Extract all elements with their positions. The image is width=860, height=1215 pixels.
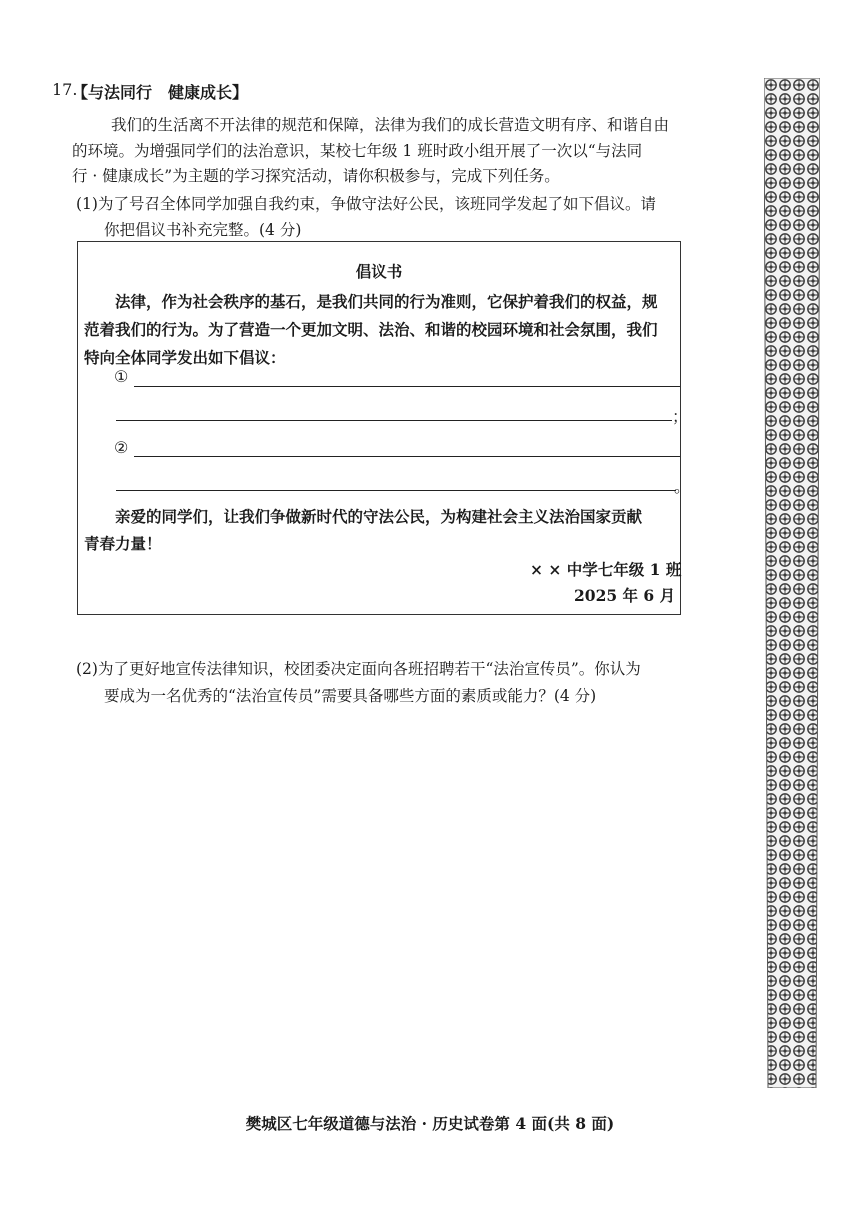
sub-question-2-line-1: (2)为了更好地宣传法律知识，校团委决定面向各班招聘若干“法治宣传员”。你认为 (76, 660, 641, 678)
question-number: 17. (52, 80, 78, 99)
intro-line-3: 行 · 健康成长”为主题的学习探究活动，请你积极参与，完成下列任务。 (72, 167, 560, 185)
proposal-item-2-marker: ② (114, 438, 129, 457)
proposal-item-1-marker: ① (114, 367, 129, 386)
proposal-closing-2: 青春力量！ (84, 534, 162, 553)
intro-line-2: 的环境。为增强同学们的法治意识，某校七年级 1 班时政小组开展了一次以“与法同 (72, 142, 643, 160)
question-title: 【与法同行 健康成长】 (72, 83, 249, 102)
answer-blank-1a[interactable] (134, 386, 680, 387)
answer-blank-2a[interactable] (134, 456, 680, 457)
proposal-title: 倡议书 (355, 262, 403, 281)
proposal-closing-1: 亲爱的同学们，让我们争做新时代的守法公民，为构建社会主义法治国家贡献 (84, 507, 643, 526)
proposal-line-2: 范着我们的行为。为了营造一个更加文明、法治、和谐的校园环境和社会氛围，我们 (84, 320, 658, 339)
proposal-signature: × × 中学七年级 1 班 (530, 560, 682, 579)
intro-line-1: 我们的生活离不开法律的规范和保障，法律为我们的成长营造文明有序、和谐自由 (111, 116, 670, 134)
proposal-box (77, 241, 691, 615)
sub-question-1-line-1: (1)为了号召全体同学加强自我约束，争做守法好公民，该班同学发起了如下倡议。请 (76, 195, 656, 213)
answer-blank-1b[interactable] (116, 420, 672, 421)
proposal-item-1-end: ； (672, 407, 689, 426)
proposal-line-1: 法律，作为社会秩序的基石，是我们共同的行为准则，它保护着我们的权益，规 (84, 292, 658, 311)
proposal-line-3: 特向全体同学发出如下倡议： (84, 348, 286, 367)
proposal-item-2-end: 。 (674, 477, 691, 496)
answer-blank-2b[interactable] (116, 490, 676, 491)
sub-question-2-line-2: 要成为一名优秀的“法治宣传员”需要具备哪些方面的素质或能力？(4 分) (104, 687, 597, 705)
page-footer: 樊城区七年级道德与法治 · 历史试卷第 4 面(共 8 面) (245, 1114, 615, 1133)
proposal-date: 2025 年 6 月 (574, 586, 676, 605)
binding-pattern-strip (764, 78, 820, 1088)
sub-question-1-line-2: 你把倡议书补充完整。(4 分) (104, 221, 302, 239)
